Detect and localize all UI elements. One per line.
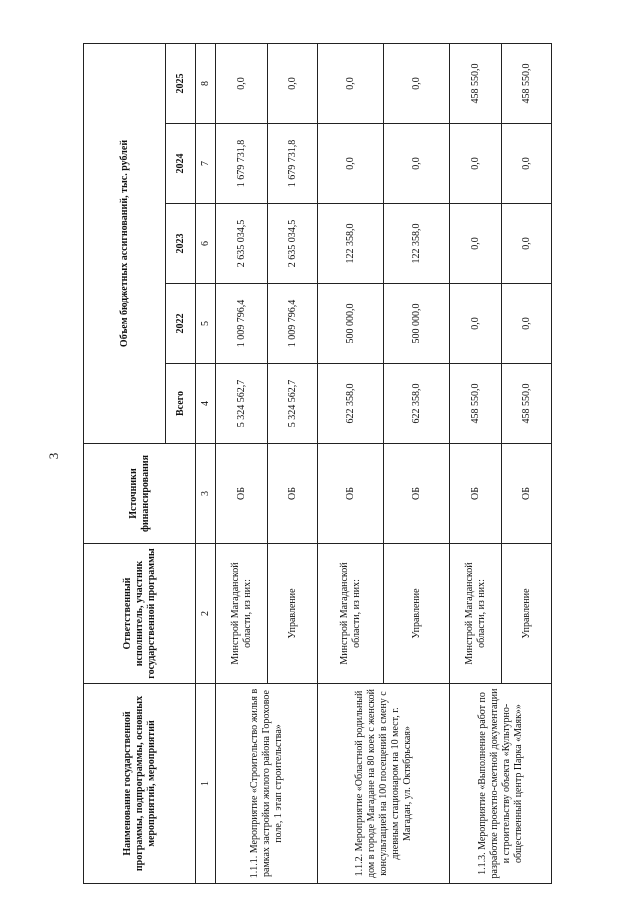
column-number: 2	[196, 544, 216, 684]
year-2024-cell: 0,0	[318, 124, 384, 204]
header-executor: Ответственный исполнитель, участник государственной программы	[84, 544, 196, 684]
column-number: 8	[196, 43, 216, 123]
column-number: 1	[196, 684, 216, 884]
year-2022-cell: 0,0	[450, 284, 502, 364]
year-2024-cell: 0,0	[384, 124, 450, 204]
measure-name: 1.1.3. Мероприятие «Выполнение работ по разработке проектно-сметной документации и строительству объекта «Культурно-общественный центр Парка «Маяк»»	[450, 684, 552, 884]
column-number: 7	[196, 124, 216, 204]
year-2025-cell: 458 550,0	[450, 43, 502, 123]
column-number: 4	[196, 364, 216, 444]
year-2024-cell: 1 679 731,8	[268, 124, 318, 204]
total-cell: 458 550,0	[450, 364, 502, 444]
year-2023-cell: 122 358,0	[384, 204, 450, 284]
column-number: 5	[196, 284, 216, 364]
year-2025-cell: 0,0	[318, 43, 384, 123]
executor-cell: Минстрой Магаданской области, из них:	[318, 544, 384, 684]
executor-cell: Минстрой Магаданской области, из них:	[450, 544, 502, 684]
year-2022-cell: 500 000,0	[318, 284, 384, 364]
source-cell: ОБ	[450, 444, 502, 544]
year-2023-cell: 2 635 034,5	[268, 204, 318, 284]
source-cell: ОБ	[384, 444, 450, 544]
source-cell: ОБ	[216, 444, 268, 544]
column-number: 3	[196, 444, 216, 544]
header-budget: Объем бюджетных ассигнований, тыс. рублей	[84, 43, 166, 443]
measure-name: 1.1.1. Мероприятие «Строительство жилья в рамках застройки жилого района Гороховое поле, 1 этап строительства»	[216, 684, 318, 884]
source-cell: ОБ	[268, 444, 318, 544]
table-row	[216, 43, 268, 883]
year-2023-cell: 0,0	[450, 204, 502, 284]
year-2022-cell: 500 000,0	[384, 284, 450, 364]
year-2023-cell: 122 358,0	[318, 204, 384, 284]
header-name: Наименование государственной программы, подпрограммы, основных мероприятий, мероприятий	[84, 684, 196, 884]
header-year-2024: 2024	[166, 124, 196, 204]
column-number: 6	[196, 204, 216, 284]
table-row	[318, 43, 384, 883]
executor-cell: Управление	[384, 544, 450, 684]
header-year-2022: 2022	[166, 284, 196, 364]
total-cell: 458 550,0	[502, 364, 552, 444]
executor-cell: Управление	[502, 544, 552, 684]
executor-cell: Управление	[268, 544, 318, 684]
year-2025-cell: 0,0	[216, 43, 268, 123]
header-year-2025: 2025	[166, 43, 196, 123]
total-cell: 622 358,0	[318, 364, 384, 444]
header-source: Источники финансирования	[84, 444, 196, 544]
year-2022-cell: 1 009 796,4	[216, 284, 268, 364]
year-2024-cell: 1 679 731,8	[216, 124, 268, 204]
year-2024-cell: 0,0	[450, 124, 502, 204]
measure-name: 1.1.2. Мероприятие «Областной родильный дом в городе Магадане на 80 коек с женской консультацией на 100 посещений в смену с дневным стационаром на 10 мест, г. Магадан, ул. Октябрьская»	[318, 684, 450, 884]
year-2022-cell: 0,0	[502, 284, 552, 364]
year-2022-cell: 1 009 796,4	[268, 284, 318, 364]
year-2023-cell: 2 635 034,5	[216, 204, 268, 284]
total-cell: 622 358,0	[384, 364, 450, 444]
table-row	[450, 43, 502, 883]
page-number: 3	[46, 452, 61, 460]
year-2025-cell: 0,0	[384, 43, 450, 123]
year-2025-cell: 458 550,0	[502, 43, 552, 123]
year-2023-cell: 0,0	[502, 204, 552, 284]
executor-cell: Минстрой Магаданской области, из них:	[216, 544, 268, 684]
source-cell: ОБ	[318, 444, 384, 544]
header-year-2023: 2023	[166, 204, 196, 284]
year-2024-cell: 0,0	[502, 124, 552, 204]
rotated-table-container	[83, 44, 532, 884]
budget-table	[83, 43, 552, 884]
source-cell: ОБ	[502, 444, 552, 544]
column-number-row	[196, 43, 216, 883]
total-cell: 5 324 562,7	[216, 364, 268, 444]
header-total: Всего	[166, 364, 196, 444]
year-2025-cell: 0,0	[268, 43, 318, 123]
total-cell: 5 324 562,7	[268, 364, 318, 444]
